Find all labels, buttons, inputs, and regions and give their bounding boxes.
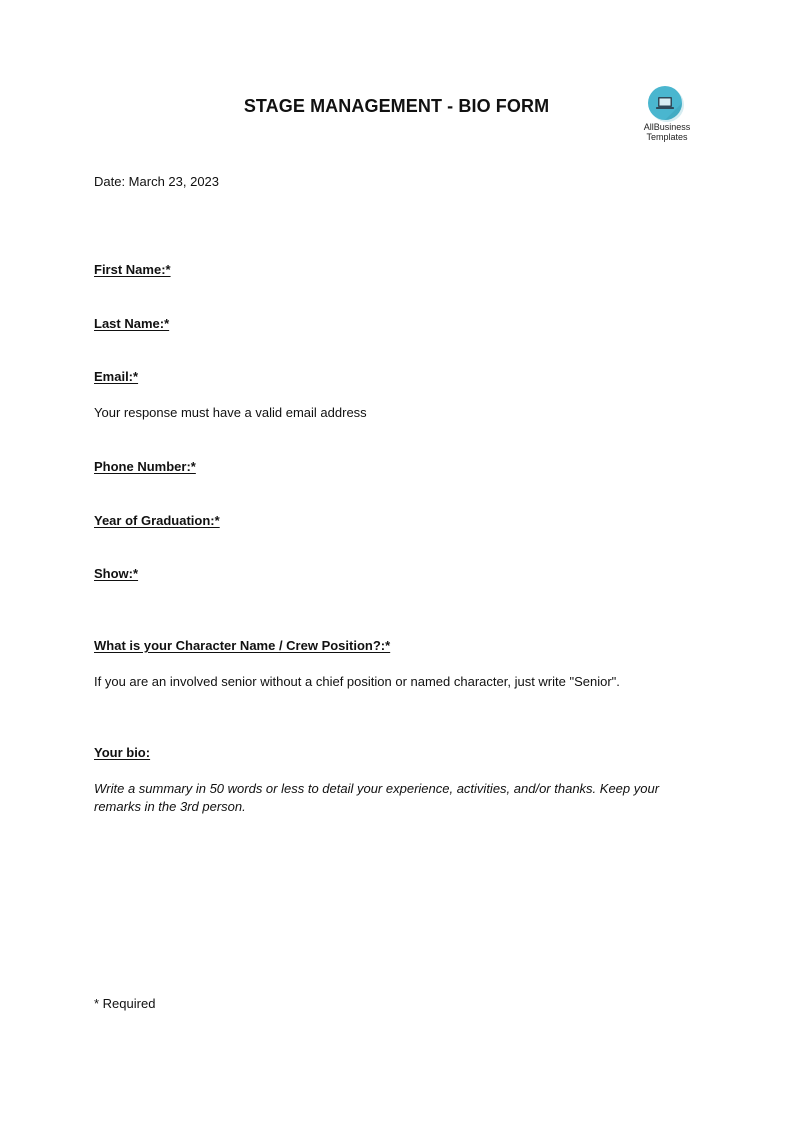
graduation-label: Year of Graduation:* <box>94 513 220 528</box>
last-name-label: Last Name:* <box>94 316 170 331</box>
first-name-label: First Name:* <box>94 262 171 277</box>
logo-line-2: Templates <box>646 132 688 142</box>
character-label: What is your Character Name / Crew Position?:* <box>94 638 391 653</box>
email-label: Email:* <box>94 369 139 384</box>
bio-label: Your bio: <box>94 745 151 760</box>
email-note: Your response must have a valid email address <box>94 405 367 420</box>
phone-label: Phone Number:* <box>94 459 196 474</box>
character-note: If you are an involved senior without a chief position or named character, just write "Senior". <box>94 674 620 689</box>
date-line: Date: March 23, 2023 <box>94 174 220 189</box>
logo-line-1: AllBusiness <box>643 122 691 132</box>
show-label: Show:* <box>94 566 139 581</box>
page-title: STAGE MANAGEMENT - BIO FORM <box>243 96 550 116</box>
logo-wordmark <box>636 122 698 142</box>
bio-note: Write a summary in 50 words or less to detail your experience, activities, and/or thanks. Keep your remarks in the 3rd person. <box>94 781 660 814</box>
required-note: * Required <box>94 996 156 1011</box>
brand-logo <box>636 86 698 150</box>
laptop-icon <box>648 86 684 122</box>
